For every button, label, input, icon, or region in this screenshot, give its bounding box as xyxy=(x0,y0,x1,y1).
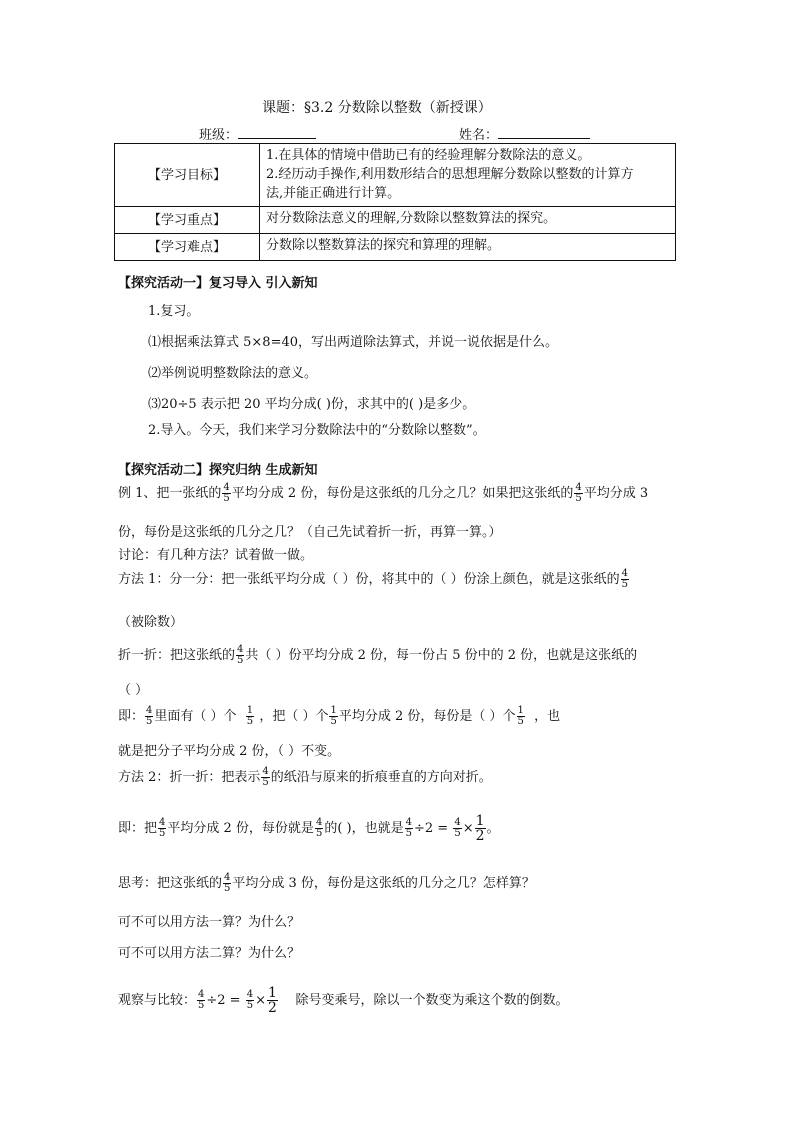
fraction xyxy=(517,706,525,727)
denominator: 5 xyxy=(517,716,524,727)
table-row xyxy=(115,144,676,207)
fraction xyxy=(267,986,278,1015)
numerator: 4 xyxy=(246,989,254,1000)
denominator: 2 xyxy=(475,828,485,844)
review-q2: ⑵举例说明整数除法的意义。 xyxy=(148,366,318,381)
question-method1: 可不可以用方法一算？为什么？ xyxy=(118,915,301,930)
example1-text: 例 1、把一张纸的 xyxy=(118,486,222,501)
denominator: 5 xyxy=(246,716,254,727)
fraction xyxy=(197,990,205,1011)
fold-line1 xyxy=(118,644,637,666)
think-line xyxy=(118,872,535,894)
fraction xyxy=(246,990,254,1011)
fraction xyxy=(222,483,230,504)
denominator: 5 xyxy=(621,579,629,590)
denominator: 5 xyxy=(405,828,412,839)
objective-line: 2.经历动手操作,利用数形结合的思想理解分数除以整数的计算方 xyxy=(266,167,634,182)
fraction xyxy=(329,706,337,727)
example1-line1 xyxy=(118,482,648,504)
ji2-text: ÷2 = xyxy=(413,821,449,836)
denominator: 5 xyxy=(237,655,244,666)
class-blank xyxy=(238,126,316,139)
ji2-text: × xyxy=(462,821,474,836)
fraction xyxy=(223,873,231,894)
fraction xyxy=(246,706,254,727)
ji1-text: 里面有（ ）个 xyxy=(154,709,237,724)
table-row-content: 分数除以整数算法的探究和算理的理解。 xyxy=(260,234,676,261)
fraction xyxy=(453,818,461,839)
numerator: 4 xyxy=(223,482,230,493)
observe-text: × xyxy=(255,993,267,1008)
example1-text: 平均分成 2 份，每份是这张纸的几分之几？如果把这张纸的 xyxy=(231,486,574,501)
table-row-content xyxy=(260,144,676,207)
denominator: 2 xyxy=(268,1000,277,1016)
review-q1: ⑴根据乘法算式 5×8=40，写出两道除法算式，并说一说依据是什么。 xyxy=(148,335,559,350)
observe-text: 除号变乘号，除以一个数变为乘这个数的倒数。 xyxy=(295,993,569,1008)
fold-text: 折一折：把这张纸的 xyxy=(118,648,236,663)
name-label xyxy=(459,124,590,143)
numerator: 4 xyxy=(621,568,629,579)
denominator: 5 xyxy=(223,493,230,504)
fraction xyxy=(158,818,166,839)
method2-line xyxy=(118,766,492,788)
example1-line2: 份，每份是这张纸的几分之几？（自己先试着折一折，再算一算。） xyxy=(118,525,502,540)
ji1-text: 平均分成 2 份，每份是（ ）个 xyxy=(338,709,516,724)
denominator: 5 xyxy=(262,777,269,788)
review-q3: ⑶20÷5 表示把 20 平均分成( )份，求其中的( )是多少。 xyxy=(148,397,476,412)
numerator: 4 xyxy=(575,482,582,493)
fraction xyxy=(236,645,244,666)
observe-text: ÷2 = xyxy=(206,993,241,1008)
numerator: 4 xyxy=(262,766,269,777)
numerator: 1 xyxy=(475,813,485,829)
ji1-text: 即： xyxy=(118,709,145,724)
numerator: 1 xyxy=(246,705,254,716)
name-blank xyxy=(498,126,590,139)
ji1-text: ，也 xyxy=(534,709,561,724)
method1-text: 方法 1：分一分：把一张纸平均分成（ ）份，将其中的（ ）份涂上颜色，就是这张纸的 xyxy=(118,572,620,587)
table-row-content: 对分数除法意义的理解,分数除以整数算法的探究。 xyxy=(260,207,676,234)
table-row-label: 【学习难点】 xyxy=(115,234,260,261)
numerator: 4 xyxy=(315,817,323,828)
fraction xyxy=(475,814,486,843)
numerator: 1 xyxy=(330,705,337,716)
fraction xyxy=(574,483,582,504)
table-row xyxy=(115,234,676,261)
numerator: 4 xyxy=(159,817,166,828)
think-text: 思考：把这张纸的 xyxy=(118,876,223,891)
numerator: 1 xyxy=(517,705,524,716)
table-row-label: 【学习目标】 xyxy=(115,144,260,207)
fraction xyxy=(621,569,629,590)
numerator: 4 xyxy=(198,989,205,1000)
method2-text: 方法 2：折一折：把表示 xyxy=(118,770,261,785)
table-row-label: 【学习重点】 xyxy=(115,207,260,234)
observe-text: 观察与比较： xyxy=(118,993,197,1008)
method2-text: 的纸沿与原来的折痕垂直的方向对折。 xyxy=(270,770,492,785)
fold-text: 共（ ）份平均分成 2 份，每一份占 5 份中的 2 份，也就是这张纸的 xyxy=(245,648,638,663)
class-label-text: 班级： xyxy=(199,128,239,143)
class-label xyxy=(199,124,316,143)
objective-line: 1.在具体的情境中借助已有的经验理解分数除法的意义。 xyxy=(266,148,591,163)
denominator: 5 xyxy=(454,828,461,839)
fraction xyxy=(261,767,269,788)
observe-line xyxy=(118,986,568,1015)
fraction xyxy=(145,706,153,727)
ji2-text: 即：把 xyxy=(118,821,158,836)
ji2-text: 的( )，也就是 xyxy=(324,821,404,836)
denominator: 5 xyxy=(159,828,166,839)
fold-line2: （ ） xyxy=(118,683,149,698)
activity2-heading: 【探究活动二】探究归纳 生成新知 xyxy=(118,463,318,478)
page-title: 课题：§3.2 分数除以整数（新授课） xyxy=(262,100,492,116)
denominator: 5 xyxy=(224,883,231,894)
denominator: 5 xyxy=(198,1000,205,1011)
ji1-line2: 就是把分子平均分成 2 份，（ ）不变。 xyxy=(118,744,341,759)
numerator: 4 xyxy=(237,644,244,655)
think-text: 平均分成 3 份，每份是这张纸的几分之几？怎样算？ xyxy=(232,876,535,891)
review-label: 1.复习。 xyxy=(148,304,200,319)
numerator: 4 xyxy=(454,817,461,828)
table-row xyxy=(115,207,676,234)
numerator: 4 xyxy=(224,872,231,883)
denominator: 5 xyxy=(246,1000,254,1011)
intro-text: 2.导入。今天，我们来学习分数除法中的“分数除以整数”。 xyxy=(148,423,486,438)
denominator: 5 xyxy=(315,828,323,839)
question-method2: 可不可以用方法二算？为什么？ xyxy=(118,946,301,961)
fraction xyxy=(405,818,413,839)
activity1-heading: 【探究活动一】复习导入 引入新知 xyxy=(118,276,318,291)
numerator: 1 xyxy=(268,985,277,1001)
denominator: 5 xyxy=(330,716,337,727)
numerator: 4 xyxy=(146,705,153,716)
example1-text: 平均分成 3 xyxy=(583,486,649,501)
denominator: 5 xyxy=(146,716,153,727)
denominator: 5 xyxy=(575,493,582,504)
ji2-text: 。 xyxy=(486,821,500,836)
ji2-text: 平均分成 2 份，每份就是 xyxy=(167,821,314,836)
method1-line2: （被除数） xyxy=(118,615,184,630)
info-table xyxy=(114,143,676,261)
ji1-text: ，把（ ）个 xyxy=(259,709,329,724)
ji2-line xyxy=(118,814,500,843)
name-label-text: 姓名： xyxy=(459,128,499,143)
method1-line1 xyxy=(118,568,630,590)
fraction xyxy=(315,818,323,839)
discuss-text: 讨论：有几种方法？试着做一做。 xyxy=(118,548,314,563)
numerator: 4 xyxy=(405,817,412,828)
objective-line: 法,并能正确进行计算。 xyxy=(266,186,401,201)
ji1-line1 xyxy=(118,705,560,727)
